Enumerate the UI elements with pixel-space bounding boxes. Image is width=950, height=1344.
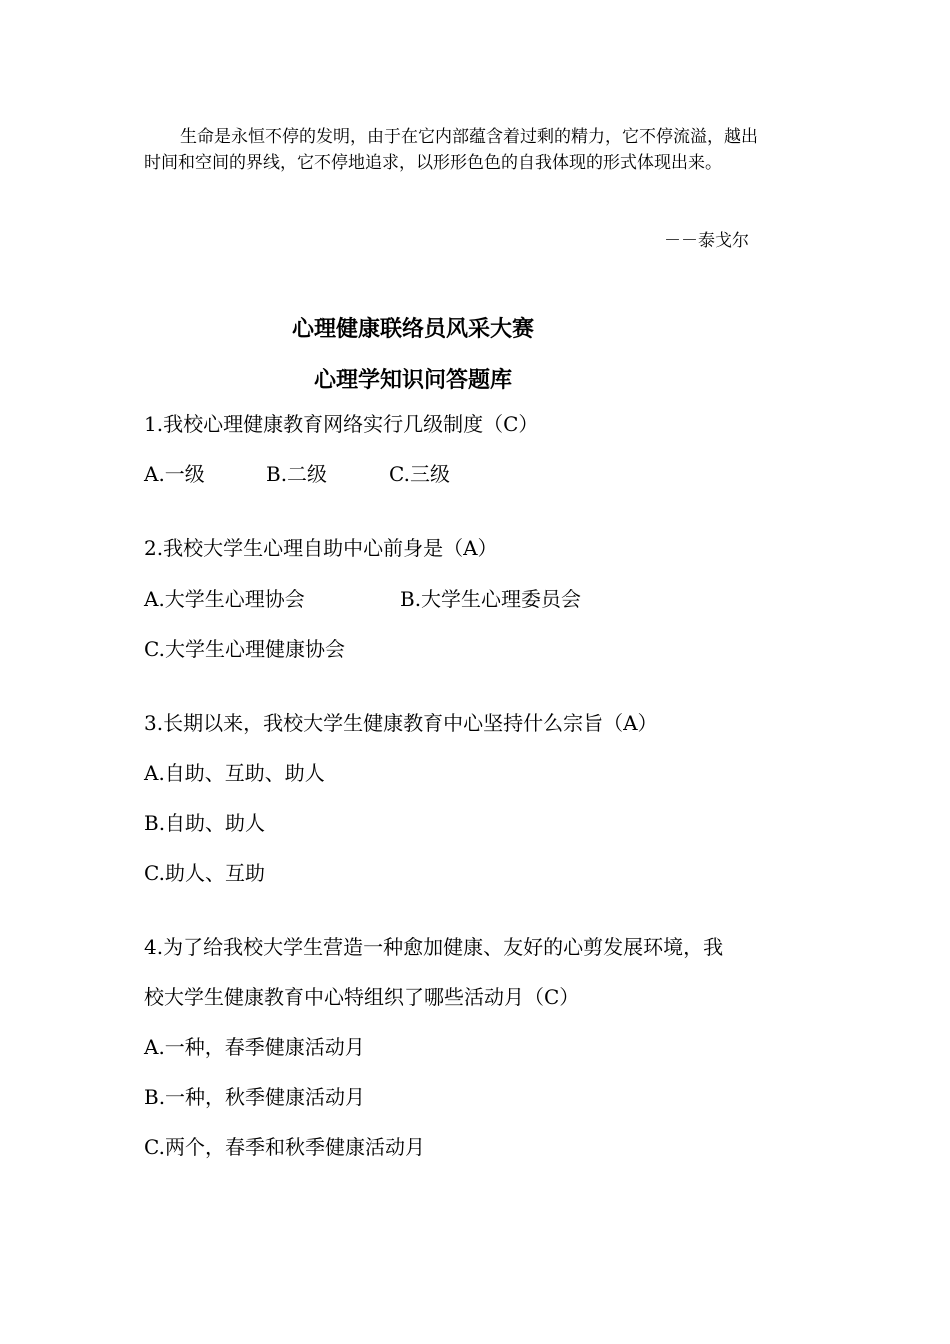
question-3-text: 3.长期以来，我校大学生健康教育中心坚持什么宗旨（A）	[144, 711, 658, 735]
question-1-options	[144, 461, 450, 487]
question-3-option-a: A.自助、互助、助人	[144, 761, 325, 785]
question-1-option-a: A.一级	[144, 462, 205, 486]
question-2-text: 2.我校大学生心理自助中心前身是（A）	[144, 536, 498, 560]
quote-line-1: 生命是永恒不停的发明，由于在它内部蕴含着过剩的精力，它不停流溢，越出	[180, 127, 758, 147]
question-2-option-a: A.大学生心理协会	[144, 587, 305, 611]
question-4-option-c: C.两个，春季和秋季健康活动月	[144, 1135, 425, 1159]
question-3-option-c: C.助人、互助	[144, 861, 265, 885]
page-title: 心理健康联络员风采大赛	[291, 317, 534, 342]
epigraph-quote	[144, 124, 814, 176]
page-subtitle: 心理学知识问答题库	[313, 368, 512, 393]
question-3-option-b: B.自助、助人	[144, 811, 266, 835]
question-4-option-a: A.一种，春季健康活动月	[144, 1035, 365, 1059]
question-1-option-c: C.三级	[389, 462, 450, 486]
question-1-text: 1.我校心理健康教育网络实行几级制度（C）	[144, 412, 539, 436]
question-1-option-b: B.二级	[266, 462, 328, 486]
question-2-options	[144, 586, 581, 612]
quote-author: －－泰戈尔	[664, 231, 749, 251]
question-2-option-c: C.大学生心理健康协会	[144, 637, 345, 661]
question-4-text-line-2: 校大学生健康教育中心特组织了哪些活动月（C）	[144, 985, 580, 1009]
quote-line-2: 时间和空间的界线，它不停地追求，以形形色色的自我体现的形式体现出来。	[144, 153, 722, 173]
question-2-option-b: B.大学生心理委员会	[400, 587, 582, 611]
question-4-option-b: B.一种，秋季健康活动月	[144, 1085, 366, 1109]
question-4-text-line-1: 4.为了给我校大学生营造一种愈加健康、友好的心剪发展环境，我	[144, 935, 724, 959]
